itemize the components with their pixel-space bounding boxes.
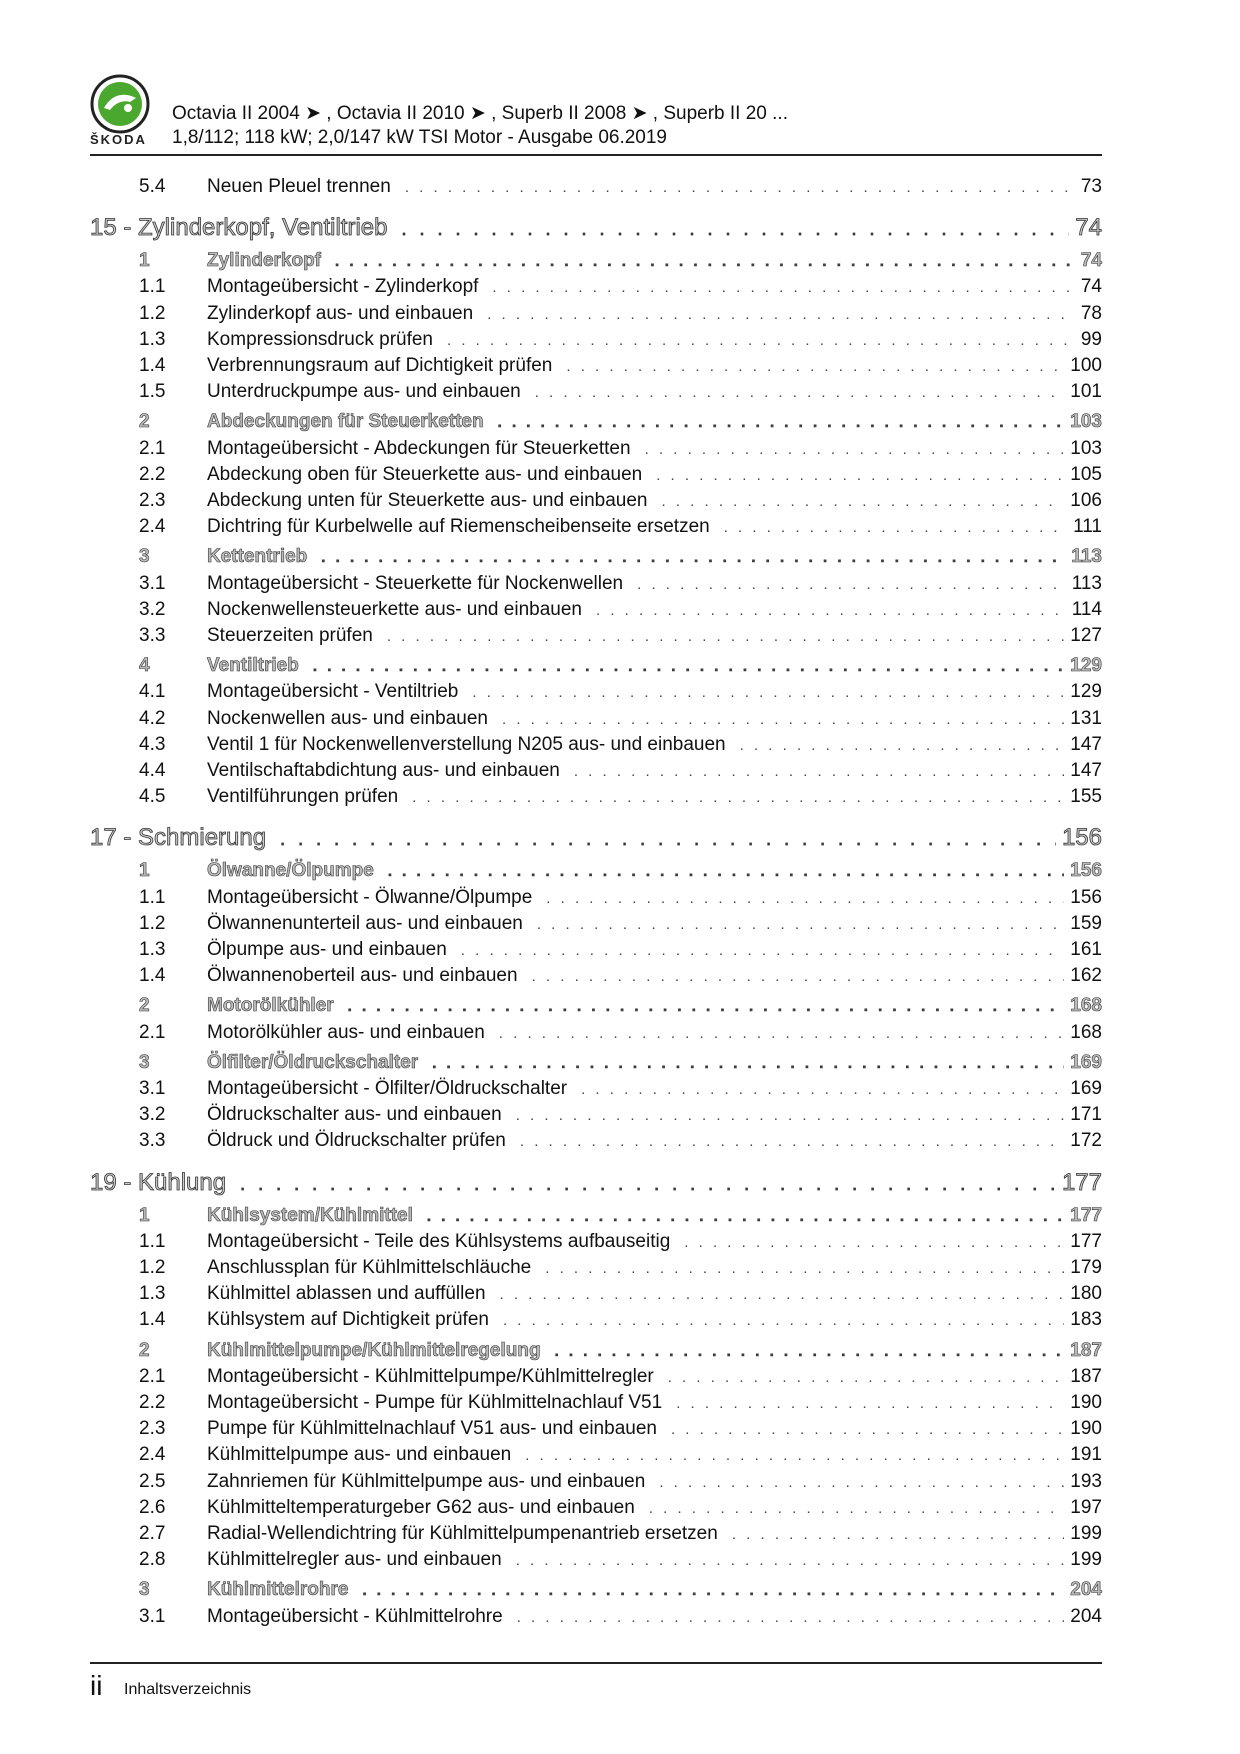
toc-entry-page: 177: [1061, 1168, 1102, 1196]
dot-leader: [388, 863, 1064, 880]
toc-entry-number: 1.1: [139, 886, 166, 908]
dot-leader: [500, 1286, 1065, 1303]
toc-entry-sub[interactable]: [90, 1606, 1102, 1632]
toc-entry-title: 15 - Zylinderkopf, Ventiltrieb: [90, 214, 388, 242]
toc-entry-sec[interactable]: [90, 1205, 1102, 1231]
toc-entry-title: Abdeckung oben für Steuerkette aus- und einbauen: [207, 463, 643, 485]
toc-entry-number: 1.3: [139, 328, 166, 350]
footer-section-name: Inhaltsverzeichnis: [124, 1681, 252, 1698]
dot-leader: [447, 332, 1075, 349]
toc-entry-title: Kompressionsdruck prüfen: [207, 328, 433, 350]
toc-entry-page: 127: [1070, 625, 1102, 646]
toc-entry-page: 156: [1070, 886, 1102, 908]
toc-entry-title: Montageübersicht - Zylinderkopf: [207, 276, 479, 298]
toc-entry-number: 2.1: [139, 1021, 166, 1043]
dot-leader: [499, 1025, 1065, 1042]
toc-entry-number: 5.4: [139, 176, 166, 197]
toc-entry-number: 3.3: [139, 625, 166, 646]
dot-leader: [502, 711, 1064, 728]
dot-leader: [362, 1582, 1064, 1599]
toc-entry-title: Kühlmittelpumpe/Kühlmittelregelung: [207, 1339, 541, 1361]
toc-entry-number: 2.4: [139, 1444, 166, 1466]
toc-entry-sub[interactable]: [90, 1549, 1102, 1575]
toc-entry-title: Montageübersicht - Kühlmittelpumpe/Kühlmittelregler: [207, 1365, 654, 1387]
toc-entry-sec[interactable]: [90, 546, 1102, 572]
toc-entry-page: 74: [1080, 250, 1102, 272]
toc-entry-page: 193: [1070, 1470, 1102, 1492]
dot-leader: [740, 737, 1065, 754]
toc-entry-chap[interactable]: [90, 214, 1102, 246]
toc-entry-page: 78: [1080, 302, 1102, 324]
toc-entry-page: 177: [1070, 1204, 1102, 1226]
dot-leader: [676, 1395, 1064, 1412]
toc-entry-title: Zahnriemen für Kühlmittelpumpe aus- und einbauen: [207, 1470, 646, 1492]
toc-entry-title: Kühlmittelpumpe aus- und einbauen: [207, 1444, 512, 1466]
toc-entry-title: Kettentrieb: [207, 546, 308, 568]
toc-entry-number: 1: [139, 250, 150, 272]
toc-entry-page: 129: [1070, 681, 1102, 703]
toc-entry-number: 3: [139, 546, 150, 568]
dot-leader: [313, 658, 1064, 675]
toc-entry-page: 172: [1070, 1130, 1102, 1152]
toc-entry-title: Öldruckschalter aus- und einbauen: [207, 1104, 502, 1126]
toc-entry-number: 2.1: [139, 1365, 166, 1387]
toc-entry-title: Zylinderkopf aus- und einbauen: [207, 302, 474, 324]
toc-entry-sub[interactable]: [90, 887, 1102, 913]
dot-leader: [280, 829, 1056, 850]
toc-entry-title: Motorölkühler: [207, 995, 334, 1017]
toc-entry-number: 2: [139, 1339, 150, 1361]
toc-entry-page: 168: [1070, 995, 1102, 1017]
dot-leader: [240, 1174, 1056, 1195]
dot-leader: [532, 968, 1065, 985]
toc-entry-sub[interactable]: [90, 381, 1102, 407]
toc-entry-page: 74: [1080, 276, 1102, 298]
dot-leader: [335, 253, 1075, 270]
toc-entry-page: 168: [1070, 1021, 1102, 1043]
toc-entry-sub[interactable]: [90, 464, 1102, 490]
toc-entry-number: 4.4: [139, 760, 166, 781]
toc-entry-sub[interactable]: [90, 708, 1102, 734]
toc-entry-page: 114: [1071, 598, 1102, 620]
toc-entry-number: 4.2: [139, 707, 166, 729]
toc-entry-title: Kühlmittelrohre: [207, 1579, 349, 1601]
toc-entry-page: 162: [1070, 965, 1102, 987]
toc-entry-page: 187: [1070, 1339, 1102, 1361]
toc-entry-number: 1.2: [139, 912, 166, 934]
dot-leader: [472, 684, 1064, 701]
toc-entry-title: Anschlussplan für Kühlmittelschläuche: [207, 1257, 532, 1278]
toc-entry-page: 103: [1070, 437, 1102, 459]
dot-leader: [662, 493, 1065, 510]
toc-entry-title: Montageübersicht - Steuerkette für Nockenwellen: [207, 572, 624, 594]
toc-entry-sub[interactable]: [90, 516, 1102, 542]
dot-leader: [516, 1107, 1065, 1124]
toc-entry-page: 101: [1070, 381, 1102, 403]
toc-entry-number: 1.4: [139, 355, 166, 376]
toc-entry-title: 17 - Schmierung: [90, 824, 267, 852]
dot-leader: [487, 306, 1075, 323]
toc-entry-number: 2: [139, 411, 150, 433]
dot-leader: [659, 1474, 1064, 1491]
dot-leader: [401, 219, 1069, 240]
toc-entry-page: 103: [1070, 411, 1102, 433]
toc-entry-page: 159: [1070, 912, 1102, 934]
dot-leader: [574, 763, 1064, 780]
toc-entry-number: 1.4: [139, 965, 166, 987]
toc-entry-sub[interactable]: [90, 1523, 1102, 1549]
dot-leader: [525, 1447, 1064, 1464]
toc-entry-number: 2.3: [139, 490, 166, 511]
dot-leader: [555, 1343, 1065, 1360]
toc-entry-number: 4.3: [139, 733, 166, 755]
toc-entry-sub[interactable]: [90, 734, 1102, 760]
toc-entry-sec[interactable]: [90, 1579, 1102, 1605]
toc-entry-sub[interactable]: [90, 573, 1102, 599]
dot-leader: [671, 1421, 1064, 1438]
toc-entry-page: 161: [1070, 939, 1102, 960]
toc-entry-page: 113: [1071, 572, 1102, 594]
toc-entry-sub[interactable]: [90, 939, 1102, 965]
dot-leader: [520, 1133, 1064, 1150]
toc-entry-page: 147: [1070, 760, 1102, 781]
dot-leader: [503, 1312, 1064, 1329]
dot-leader: [537, 916, 1064, 933]
toc-entry-sec[interactable]: [90, 411, 1102, 437]
toc-entry-sec[interactable]: [90, 860, 1102, 886]
toc-entry-sub[interactable]: [90, 1231, 1102, 1257]
toc-entry-page: 183: [1070, 1309, 1102, 1331]
dot-leader: [684, 1234, 1064, 1251]
toc-entry-number: 3.1: [139, 572, 166, 594]
toc-entry-title: 19 - Kühlung: [90, 1168, 227, 1196]
toc-entry-title: Montageübersicht - Teile des Kühlsystems aufbauseitig: [207, 1230, 671, 1252]
toc-entry-title: Montageübersicht - Abdeckungen für Steuerketten: [207, 437, 631, 459]
document-title: Octavia II 2004 ➤ , Octavia II 2010 ➤ , Superb II 2008 ➤ , Superb II 20 ...: [172, 103, 788, 124]
toc-entry-page: 191: [1070, 1444, 1102, 1466]
toc-entry-sub[interactable]: [90, 1471, 1102, 1497]
toc-entry-page: 187: [1070, 1365, 1102, 1387]
toc-entry-title: Ventil 1 für Nockenwellenverstellung N205 aus- und einbauen: [207, 733, 726, 755]
toc-entry-sub[interactable]: [90, 355, 1102, 381]
toc-entry-title: Montageübersicht - Pumpe für Kühlmittelnachlauf V51: [207, 1392, 663, 1413]
toc-entry-number: 4.5: [139, 786, 166, 808]
toc-entry-number: 2.6: [139, 1496, 166, 1518]
toc-entry-title: Ventiltrieb: [207, 655, 299, 677]
toc-entry-number: 2.7: [139, 1523, 166, 1544]
toc-entry-title: Kühlmittel ablassen und auffüllen: [207, 1283, 486, 1305]
toc-entry-sub[interactable]: [90, 1257, 1102, 1283]
toc-entry-number: 1.1: [139, 276, 166, 298]
toc-entry-page: 147: [1070, 733, 1102, 755]
toc-entry-title: Nockenwellensteuerkette aus- und einbauen: [207, 598, 582, 620]
toc-entry-title: Steuerzeiten prüfen: [207, 625, 373, 646]
toc-entry-number: 1.3: [139, 1283, 166, 1305]
toc-entry-sub[interactable]: [90, 786, 1102, 812]
toc-entry-chap[interactable]: [90, 1169, 1102, 1201]
toc-entry-sub[interactable]: [90, 1392, 1102, 1418]
toc-entry-page: 190: [1070, 1418, 1102, 1440]
toc-entry-page: 113: [1071, 546, 1102, 568]
toc-entry-page: 155: [1070, 786, 1102, 808]
toc-entry-page: 197: [1070, 1496, 1102, 1518]
toc-entry-page: 156: [1070, 860, 1102, 882]
dot-leader: [432, 1055, 1064, 1072]
toc-entry-page: 169: [1070, 1051, 1102, 1073]
toc-entry-page: 204: [1070, 1605, 1102, 1627]
toc-entry-number: 3.2: [139, 598, 166, 620]
toc-entry-sub[interactable]: [90, 1309, 1102, 1335]
footer-divider: [90, 1662, 1102, 1664]
toc-entry-page: 99: [1080, 328, 1102, 350]
toc-entry-number: 2.4: [139, 516, 166, 538]
toc-entry-number: 2.2: [139, 1392, 166, 1413]
toc-entry-sub[interactable]: [90, 276, 1102, 302]
toc-entry-sub[interactable]: [90, 965, 1102, 991]
toc-entry-title: Montageübersicht - Ölwanne/Ölpumpe: [207, 886, 533, 908]
toc-entry-title: Ölwanne/Ölpumpe: [207, 860, 374, 882]
toc-entry-title: Öldruck und Öldruckschalter prüfen: [207, 1130, 506, 1152]
toc-entry-sub[interactable]: [90, 681, 1102, 707]
toc-entry-page: 106: [1070, 490, 1102, 511]
dot-leader: [461, 942, 1065, 959]
toc-entry-number: 3.1: [139, 1078, 166, 1099]
toc-entry-title: Ventilschaftabdichtung aus- und einbauen: [207, 760, 560, 781]
toc-entry-number: 2.8: [139, 1549, 166, 1571]
toc-entry-sub[interactable]: [90, 1104, 1102, 1130]
toc-entry-number: 1.2: [139, 1257, 166, 1278]
toc-entry-number: 1.3: [139, 939, 166, 960]
dot-leader: [668, 1369, 1065, 1386]
toc-entry-title: Kühlsystem/Kühlmittel: [207, 1204, 413, 1226]
toc-entry-page: 105: [1070, 463, 1102, 485]
toc-entry-number: 4: [139, 655, 150, 677]
toc-entry-page: 74: [1075, 214, 1102, 242]
toc-entry-page: 190: [1070, 1392, 1102, 1413]
toc-entry-title: Ölpumpe aus- und einbauen: [207, 939, 447, 960]
dot-leader: [566, 358, 1064, 375]
toc-entry-title: Kühlsystem auf Dichtigkeit prüfen: [207, 1309, 489, 1331]
toc-entry-title: Abdeckung unten für Steuerkette aus- und einbauen: [207, 490, 648, 511]
dot-leader: [516, 1552, 1065, 1569]
toc-entry-title: Kühlmitteltemperaturgeber G62 aus- und einbauen: [207, 1496, 635, 1518]
dot-leader: [321, 549, 1065, 566]
dot-leader: [724, 519, 1067, 536]
toc-entry-page: 199: [1070, 1523, 1102, 1544]
toc-entry-number: 1.2: [139, 302, 166, 324]
dot-leader: [348, 998, 1065, 1015]
dot-leader: [656, 467, 1064, 484]
toc-entry-title: Kühlmittelregler aus- und einbauen: [207, 1549, 502, 1571]
toc-entry-sub[interactable]: [90, 599, 1102, 625]
dot-leader: [581, 1081, 1064, 1098]
toc-entry-title: Montageübersicht - Ölfilter/Öldruckschalter: [207, 1078, 568, 1099]
toc-entry-title: Zylinderkopf: [207, 250, 322, 272]
toc-entry-title: Montageübersicht - Ventiltrieb: [207, 681, 459, 703]
toc-entry-number: 2.5: [139, 1470, 166, 1492]
dot-leader: [545, 1260, 1064, 1277]
toc-entry-title: Pumpe für Kühlmittelnachlauf V51 aus- und einbauen: [207, 1418, 657, 1440]
toc-entry-sub[interactable]: [90, 1497, 1102, 1523]
document-subtitle: 1,8/112; 118 kW; 2,0/147 kW TSI Motor - Ausgabe 06.2019: [172, 127, 668, 148]
toc-entry-title: Abdeckungen für Steuerketten: [207, 411, 484, 433]
toc-entry-page: 204: [1070, 1579, 1102, 1601]
toc-entry-sub[interactable]: [90, 1444, 1102, 1470]
dot-leader: [405, 179, 1075, 196]
dot-leader: [427, 1208, 1064, 1225]
toc-entry-title: Ölwannenunterteil aus- und einbauen: [207, 912, 523, 934]
toc-entry-sub[interactable]: [90, 438, 1102, 464]
dot-leader: [637, 576, 1066, 593]
footer-page-number: ii: [90, 1670, 103, 1701]
toc-entry-sec[interactable]: [90, 250, 1102, 276]
toc-entry-sub[interactable]: [90, 1022, 1102, 1048]
toc-entry-sub[interactable]: [90, 176, 1102, 202]
toc-entry-sub[interactable]: [90, 1078, 1102, 1104]
toc-entry-sub[interactable]: [90, 625, 1102, 651]
toc-entry-number: 2.1: [139, 437, 166, 459]
dot-leader: [649, 1500, 1065, 1517]
toc-entry-sub[interactable]: [90, 760, 1102, 786]
toc-entry-sub[interactable]: [90, 1366, 1102, 1392]
toc-entry-title: Dichtring für Kurbelwelle auf Riemenscheibenseite ersetzen: [207, 516, 710, 538]
toc-entry-page: 177: [1070, 1230, 1102, 1252]
toc-entry-sub[interactable]: [90, 1283, 1102, 1309]
dot-leader: [492, 279, 1074, 296]
toc-entry-number: 1.1: [139, 1230, 166, 1252]
dot-leader: [645, 441, 1065, 458]
toc-entry-page: 131: [1070, 707, 1102, 729]
toc-entry-page: 199: [1070, 1549, 1102, 1571]
toc-entry-number: 3: [139, 1051, 150, 1073]
toc-entry-title: Nockenwellen aus- und einbauen: [207, 707, 488, 729]
toc-entry-number: 1.5: [139, 381, 166, 403]
toc-entry-page: 73: [1080, 176, 1102, 197]
toc-entry-number: 3.1: [139, 1605, 166, 1627]
dot-leader: [535, 384, 1065, 401]
toc-entry-title: Ventilführungen prüfen: [207, 786, 399, 808]
toc-entry-title: Motorölkühler aus- und einbauen: [207, 1021, 485, 1043]
toc-entry-page: 111: [1073, 516, 1102, 538]
toc-entry-number: 1.4: [139, 1309, 166, 1331]
toc-entry-page: 180: [1070, 1283, 1102, 1305]
dot-leader: [412, 789, 1064, 806]
dot-leader: [498, 414, 1065, 431]
toc-entry-page: 179: [1070, 1257, 1102, 1278]
toc-entry-page: 100: [1070, 355, 1102, 376]
toc-entry-title: Neuen Pleuel trennen: [207, 176, 391, 197]
toc-entry-number: 3.2: [139, 1104, 166, 1126]
toc-entry-sec[interactable]: [90, 1052, 1102, 1078]
toc-entry-number: 4.1: [139, 681, 166, 703]
toc-entry-page: 169: [1070, 1078, 1102, 1099]
toc-entry-page: 156: [1061, 824, 1102, 852]
toc-entry-title: Montageübersicht - Kühlmittelrohre: [207, 1605, 503, 1627]
toc-entry-number: 2.3: [139, 1418, 166, 1440]
toc-entry-title: Ölwannenoberteil aus- und einbauen: [207, 965, 518, 987]
toc-entry-number: 1: [139, 860, 150, 882]
toc-entry-chap[interactable]: [90, 824, 1102, 856]
toc-entry-sub[interactable]: [90, 1130, 1102, 1156]
toc-entry-title: Radial-Wellendichtring für Kühlmittelpumpenantrieb ersetzen: [207, 1523, 718, 1544]
toc-entry-sub[interactable]: [90, 490, 1102, 516]
brand-name: ŠKODA: [90, 132, 147, 147]
toc-entry-number: 1: [139, 1204, 150, 1226]
toc-entry-number: 3.3: [139, 1130, 166, 1152]
toc-entry-page: 171: [1070, 1104, 1102, 1126]
dot-leader: [387, 628, 1064, 645]
dot-leader: [546, 890, 1064, 907]
toc-entry-number: 2.2: [139, 463, 166, 485]
toc-entry-sub[interactable]: [90, 303, 1102, 329]
dot-leader: [517, 1609, 1065, 1626]
toc-entry-title: Ölfilter/Öldruckschalter: [207, 1051, 419, 1073]
dot-leader: [732, 1526, 1064, 1543]
toc-entry-title: Verbrennungsraum auf Dichtigkeit prüfen: [207, 355, 553, 376]
toc-entry-sec[interactable]: [90, 1340, 1102, 1366]
toc-entry-number: 3: [139, 1579, 150, 1601]
toc-entry-title: Unterdruckpumpe aus- und einbauen: [207, 381, 521, 403]
toc-entry-sec[interactable]: [90, 655, 1102, 681]
toc-entry-sub[interactable]: [90, 329, 1102, 355]
toc-entry-number: 2: [139, 995, 150, 1017]
toc-entry-sub[interactable]: [90, 1418, 1102, 1444]
dot-leader: [596, 602, 1066, 619]
toc-entry-page: 129: [1070, 655, 1102, 677]
toc-entry-sec[interactable]: [90, 995, 1102, 1021]
toc-entry-sub[interactable]: [90, 913, 1102, 939]
